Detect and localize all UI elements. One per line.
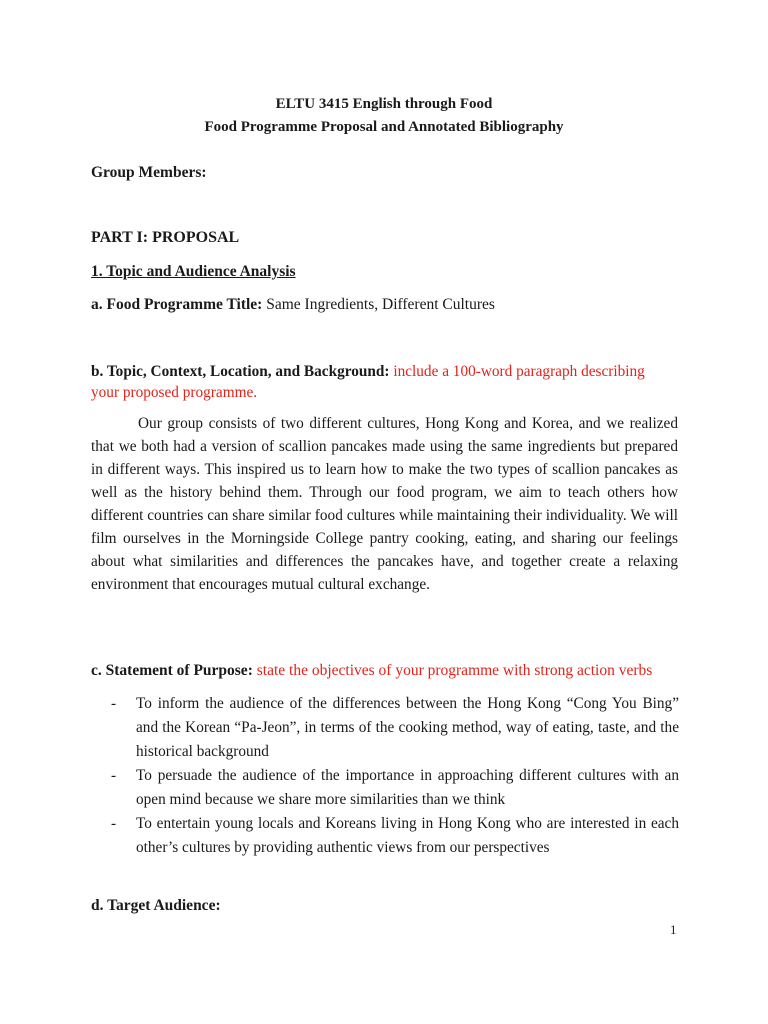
bullet-dash: -: [111, 695, 117, 712]
bullet-dash: -: [111, 767, 117, 784]
purpose-bullet-entertain: To entertain young locals and Koreans living in Hong Kong who are interested in each other’s cultures by providing authentic views from our perspectives: [136, 815, 679, 856]
list-item: [91, 692, 679, 764]
purpose-bullet-list: [91, 692, 679, 860]
background-paragraph-text: Our group consists of two different cultures, Hong Kong and Korea, and we realized that we both had a version of scallion pancakes made using the same ingredients but prepared in different ways. This inspired us to learn how to make the two types of scallion pancakes as well as the history behind them. Through our food program, we aim to teach others how different countries can share similar food cultures while maintaining their individuality. We will film ourselves in the Morningside College pantry cooking, eating, and sharing our feelings about what similarities and differences the pancakes have, and together create a relaxing environment that encourages mutual cultural exchange.: [91, 415, 678, 593]
item-d-label: d. Target Audience:: [91, 897, 221, 914]
list-item: [91, 764, 679, 812]
programme-title-value: Same Ingredients, Different Cultures: [266, 296, 495, 313]
item-c-label: c. Statement of Purpose:: [91, 662, 253, 679]
item-b-colon: :: [384, 363, 390, 380]
item-b-label: b. Topic, Context, Location, and Background: [91, 363, 385, 380]
section-1-title: 1. Topic and Audience Analysis: [91, 263, 296, 280]
bullet-dash: -: [111, 815, 117, 832]
item-a-line: [91, 295, 495, 315]
background-paragraph: [91, 412, 678, 596]
purpose-bullet-persuade: To persuade the audience of the importance in approaching different cultures with an open mind because we share more similarities than we think: [136, 767, 679, 808]
page-number: 1: [670, 922, 677, 937]
item-a-label: a. Food Programme Title:: [91, 296, 263, 313]
group-members-label: Group Members:: [91, 164, 207, 181]
document-subtitle: Food Programme Proposal and Annotated Bibliography: [204, 119, 564, 135]
item-c-instruction: state the objectives of your programme with strong action verbs: [256, 662, 653, 679]
item-b-heading: [91, 361, 691, 403]
list-item: [91, 812, 679, 860]
purpose-bullet-inform: To inform the audience of the differences between the Hong Kong “Cong You Bing” and the Korean “Pa-Jeon”, in terms of the cooking method, way of eating, taste, and the historical background: [136, 695, 679, 760]
item-b-instruction-1: include a 100-word paragraph describing: [393, 363, 645, 380]
part-title: PART I: PROPOSAL: [91, 229, 240, 246]
item-b-instruction-2: your proposed programme.: [91, 384, 258, 401]
item-c-heading: [91, 661, 652, 681]
course-title: ELTU 3415 English through Food: [275, 96, 493, 112]
